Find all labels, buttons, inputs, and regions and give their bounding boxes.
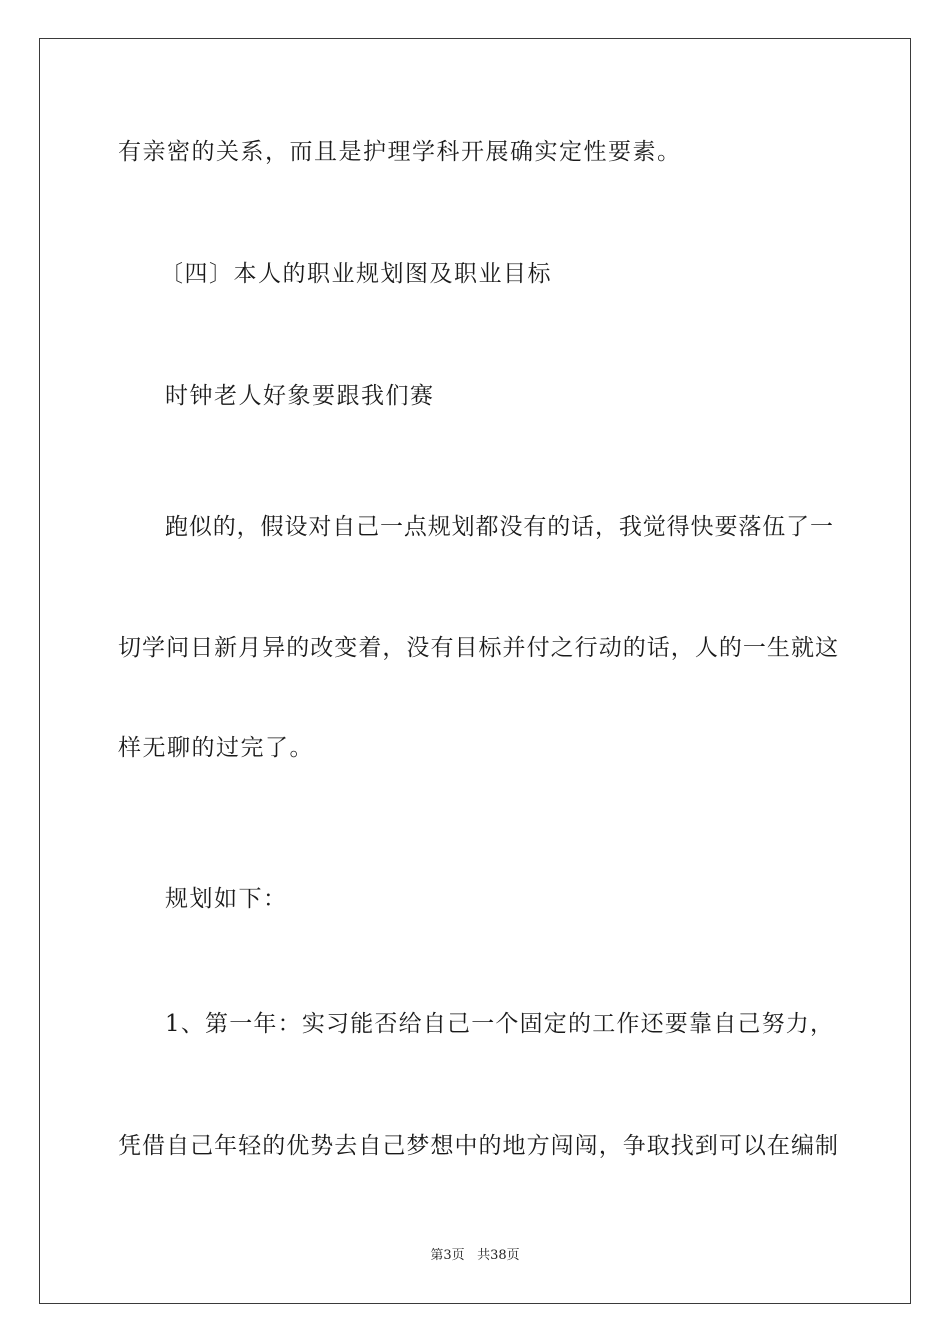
page-total: 共38页	[477, 1248, 520, 1263]
section-heading: 〔四〕本人的职业规划图及职业目标	[160, 261, 552, 287]
body-line-4: 跑似的，假设对自己一点规划都没有的话，我觉得快要落伍了一	[165, 514, 833, 540]
body-line-8: 1、第一年：实习能否给自己一个固定的工作还要靠自己努力，	[165, 1011, 833, 1037]
body-line-6: 样无聊的过完了。	[118, 735, 314, 761]
body-line-9: 凭借自己年轻的优势去自己梦想中的地方闯闯，争取找到可以在编制	[118, 1133, 838, 1159]
page-number: 第3页	[430, 1248, 465, 1263]
body-line-7: 规划如下：	[165, 886, 288, 912]
body-line-1: 有亲密的关系，而且是护理学科开展确实定性要素。	[118, 139, 682, 165]
page-border	[39, 38, 911, 1304]
body-line-5: 切学问日新月异的改变着，没有目标并付之行动的话，人的一生就这	[118, 635, 838, 661]
body-line-3: 时钟老人好象要跟我们赛	[165, 383, 435, 409]
page-footer	[0, 1247, 950, 1265]
